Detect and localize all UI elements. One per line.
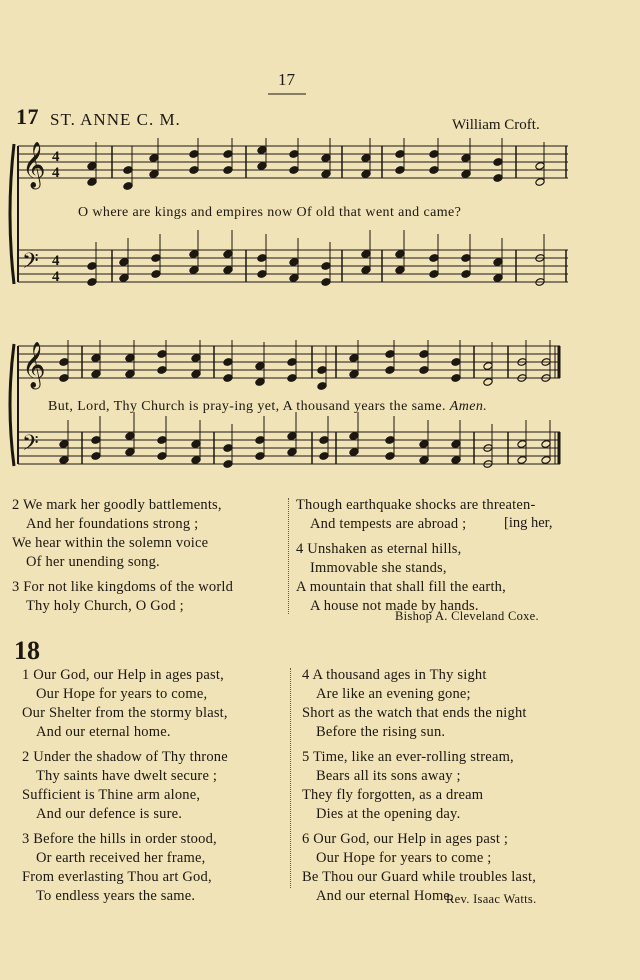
treble-clef-icon: 𝄞 bbox=[22, 342, 46, 388]
verse-line: Or earth received her frame, bbox=[36, 850, 206, 866]
verse-line: And tempests are abroad ; bbox=[310, 516, 467, 532]
column-divider-18 bbox=[290, 668, 291, 888]
stanza bbox=[22, 748, 228, 824]
verse-line: And our eternal home. bbox=[36, 724, 171, 740]
verse-line: Sufficient is Thine arm alone, bbox=[22, 787, 201, 803]
verse-line: Bears all its sons away ; bbox=[316, 768, 461, 784]
brace bbox=[10, 344, 14, 466]
hymn-18-verses-left bbox=[22, 666, 228, 912]
hymn-18-author: Rev. Isaac Watts. bbox=[446, 892, 537, 906]
bass-clef-icon: 𝄢 bbox=[22, 249, 39, 279]
verse-line: 2 Under the shadow of Thy throne bbox=[22, 749, 228, 765]
verse-line: A house not made by hands. bbox=[310, 598, 479, 614]
page-number: 17 bbox=[278, 70, 295, 89]
stanza bbox=[22, 666, 228, 742]
treble-clef-icon: 𝄞 bbox=[22, 142, 46, 188]
lyric-line-1: O where are kings and empires now Of old that went and came? bbox=[78, 205, 462, 220]
verse-line: Thy holy Church, O God ; bbox=[26, 598, 184, 614]
stanza bbox=[296, 540, 536, 616]
verse-line: Of her unending song. bbox=[26, 554, 160, 570]
stanza bbox=[296, 496, 536, 534]
verse-line: 1 Our God, our Help in ages past, bbox=[22, 667, 224, 683]
stanza bbox=[12, 496, 233, 572]
hymn-17-author: Bishop A. Cleveland Coxe. bbox=[395, 609, 539, 623]
verse-line: To endless years the same. bbox=[36, 888, 196, 904]
verse-line: 4 Unshaken as eternal hills, bbox=[296, 541, 462, 557]
verse-line: We hear within the solemn voice bbox=[12, 535, 209, 551]
verse-line: 3 For not like kingdoms of the world bbox=[12, 579, 234, 595]
stanza bbox=[302, 748, 536, 824]
hyphen-overflow: [ing her, bbox=[504, 515, 553, 531]
column-divider-17 bbox=[288, 498, 289, 614]
verse-line: 2 We mark her goodly battlements, bbox=[12, 497, 222, 513]
verse-line: Though earthquake shocks are threaten- bbox=[296, 497, 536, 513]
time-signature: 4 bbox=[52, 253, 60, 269]
tune-name: ST. ANNE C. M. bbox=[50, 110, 181, 129]
stanza bbox=[12, 578, 233, 616]
time-signature: 4 bbox=[52, 149, 60, 165]
verse-line: Are like an evening gone; bbox=[316, 686, 471, 702]
verse-line: And our defence is sure. bbox=[36, 806, 183, 822]
verse-line: They fly forgotten, as a dream bbox=[302, 787, 484, 803]
composer: William Croft. bbox=[452, 117, 540, 133]
stanza bbox=[302, 666, 536, 742]
verse-line: Short as the watch that ends the night bbox=[302, 705, 527, 721]
amen-text: Amen. bbox=[449, 399, 488, 414]
brace bbox=[10, 144, 14, 284]
time-signature: 4 bbox=[52, 165, 60, 181]
verse-line: Our Hope for years to come, bbox=[36, 686, 208, 702]
verse-line: 3 Before the hills in order stood, bbox=[22, 831, 217, 847]
hymn-17-verses-right bbox=[296, 496, 536, 622]
hymn-17-verses-left bbox=[12, 496, 233, 622]
verse-line: 4 A thousand ages in Thy sight bbox=[302, 667, 487, 683]
lyric-line-2 bbox=[48, 399, 487, 415]
verse-line: Our Hope for years to come ; bbox=[316, 850, 492, 866]
verse-line: A mountain that shall fill the earth, bbox=[296, 579, 506, 595]
lyric-line-2-text: But, Lord, Thy Church is pray-ing yet, A thousand years the same. bbox=[48, 399, 446, 414]
page-number-underline bbox=[268, 92, 306, 96]
verse-line: 5 Time, like an ever-rolling stream, bbox=[302, 749, 514, 765]
time-signature: 4 bbox=[52, 269, 60, 285]
verse-line: And her foundations strong ; bbox=[26, 516, 199, 532]
verse-line: Immovable she stands, bbox=[310, 560, 447, 576]
verse-line: Our Shelter from the stormy blast, bbox=[22, 705, 228, 721]
verse-line: Before the rising sun. bbox=[316, 724, 446, 740]
hymn-18-number: 18 bbox=[14, 636, 40, 665]
bass-clef-icon: 𝄢 bbox=[22, 431, 39, 461]
verse-line: Thy saints have dwelt secure ; bbox=[36, 768, 218, 784]
verse-line: Dies at the opening day. bbox=[316, 806, 461, 822]
hymn-18-verses-right bbox=[302, 666, 536, 912]
hymn-17-number: 17 bbox=[16, 104, 39, 129]
verse-line: Be Thou our Guard while troubles last, bbox=[302, 869, 537, 885]
stanza bbox=[22, 830, 228, 906]
verse-line: And our eternal Home. bbox=[316, 888, 454, 904]
verse-line: From everlasting Thou art God, bbox=[22, 869, 212, 885]
verse-line: 6 Our God, our Help in ages past ; bbox=[302, 831, 509, 847]
